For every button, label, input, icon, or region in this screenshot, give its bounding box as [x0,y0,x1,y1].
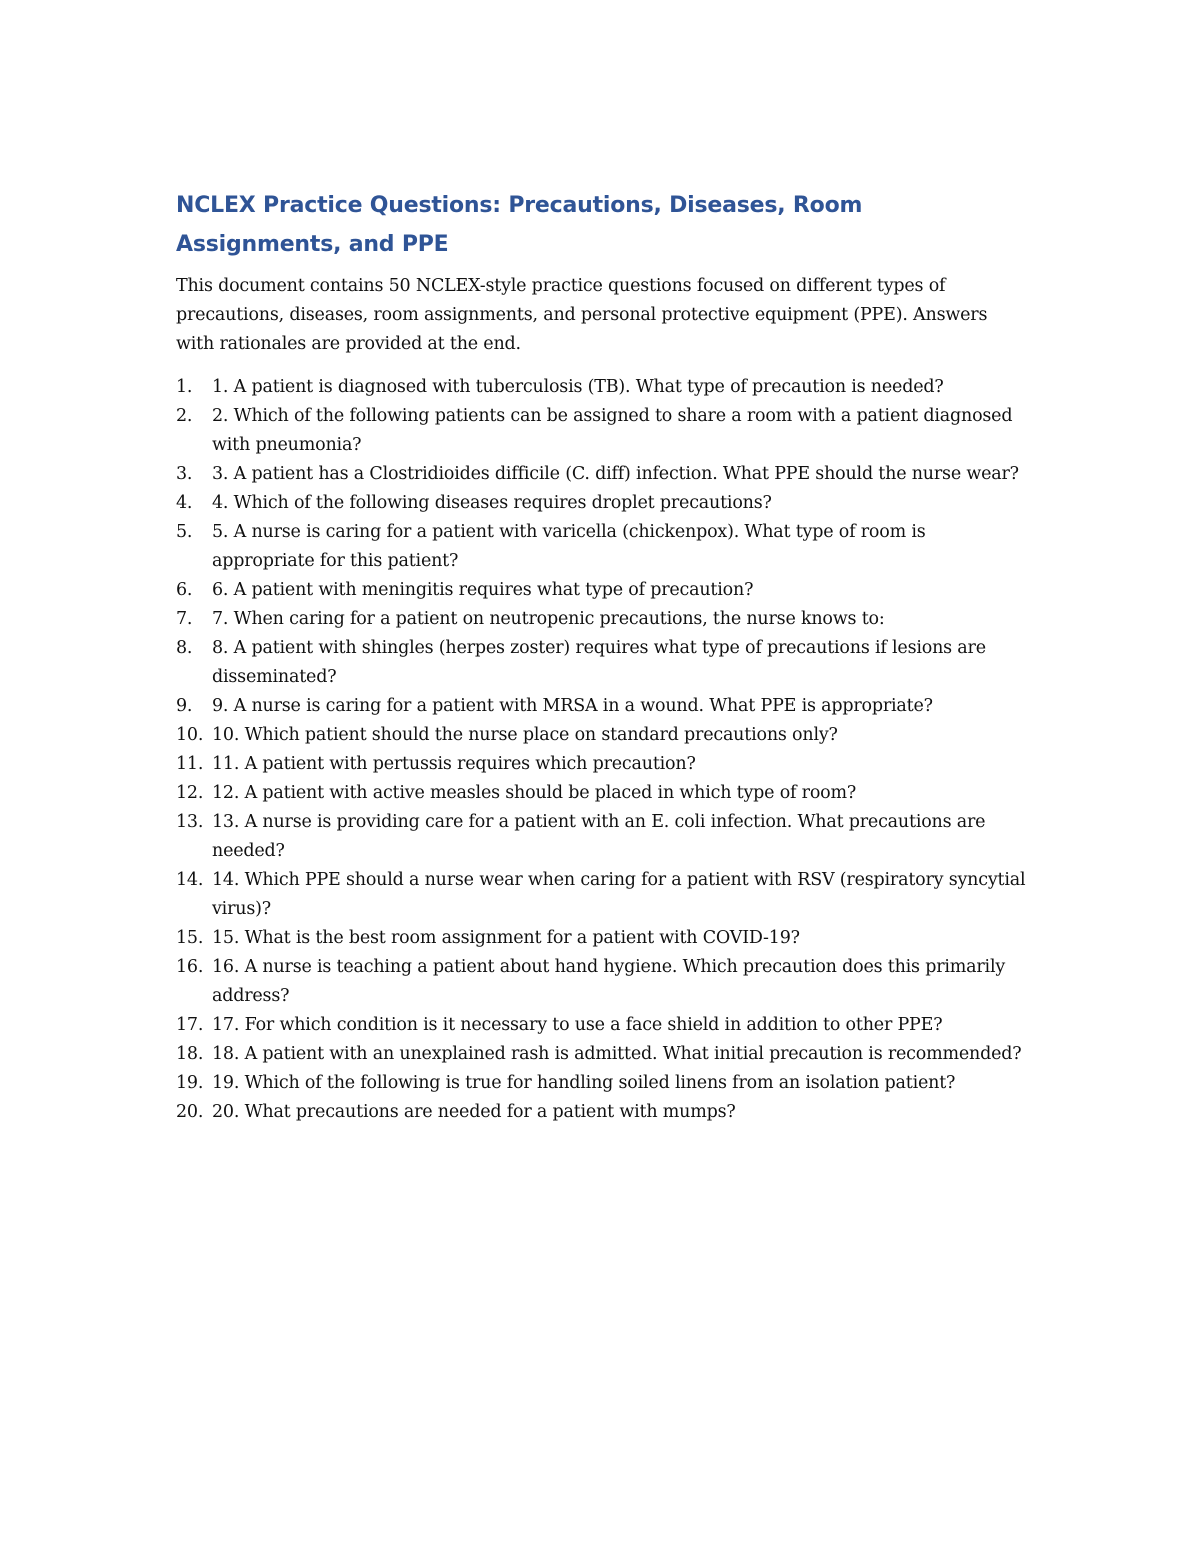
question-text: 3. A patient has a Clostridioides difficile (C. diff) infection. What PPE should the nurse wear? [212,464,1019,484]
question-number: 3. [176,464,193,484]
question-item [176,808,1026,866]
question-number: 8. [176,638,193,658]
question-item [176,373,1026,402]
question-number: 19. [176,1073,204,1093]
question-number: 13. [176,812,204,832]
question-number: 10. [176,725,204,745]
question-number: 7. [176,609,193,629]
question-number: 17. [176,1015,204,1035]
question-item [176,518,1026,576]
question-item [176,779,1026,808]
question-number: 18. [176,1044,204,1064]
question-item [176,1011,1026,1040]
question-number: 9. [176,696,193,716]
question-number: 11. [176,754,204,774]
question-number: 4. [176,493,193,513]
question-text: 2. Which of the following patients can be assigned to share a room with a patient diagnosed with pneumonia? [212,406,1013,455]
document-body [176,186,1026,1127]
question-text: 10. Which patient should the nurse place on standard precautions only? [212,725,838,745]
question-text: 8. A patient with shingles (herpes zoster) requires what type of precautions if lesions are disseminated? [212,638,986,687]
question-item [176,953,1026,1011]
question-item [176,721,1026,750]
question-number: 20. [176,1102,204,1122]
question-item [176,1098,1026,1127]
question-number: 15. [176,928,204,948]
question-item [176,924,1026,953]
question-text: 11. A patient with pertussis requires which precaution? [212,754,696,774]
question-text: 16. A nurse is teaching a patient about hand hygiene. Which precaution does this primarily address? [212,957,1006,1006]
question-item [176,866,1026,924]
question-text: 18. A patient with an unexplained rash is admitted. What initial precaution is recommended? [212,1044,1022,1064]
question-text: 12. A patient with active measles should be placed in which type of room? [212,783,857,803]
question-item [176,692,1026,721]
question-number: 2. [176,406,193,426]
question-number: 1. [176,377,193,397]
question-text: 13. A nurse is providing care for a patient with an E. coli infection. What precautions are needed? [212,812,986,861]
question-item [176,1069,1026,1098]
question-number: 16. [176,957,204,977]
question-text: 20. What precautions are needed for a patient with mumps? [212,1102,736,1122]
question-text: 4. Which of the following diseases requires droplet precautions? [212,493,772,513]
question-text: 17. For which condition is it necessary to use a face shield in addition to other PPE? [212,1015,943,1035]
question-number: 6. [176,580,193,600]
question-item [176,489,1026,518]
question-item [176,402,1026,460]
question-text: 14. Which PPE should a nurse wear when caring for a patient with RSV (respiratory syncytial virus)? [212,870,1026,919]
question-text: 5. A nurse is caring for a patient with varicella (chickenpox). What type of room is appropriate for this patient? [212,522,926,571]
question-item [176,634,1026,692]
question-text: 9. A nurse is caring for a patient with MRSA in a wound. What PPE is appropriate? [212,696,933,716]
question-text: 19. Which of the following is true for handling soiled linens from an isolation patient? [212,1073,956,1093]
question-item [176,1040,1026,1069]
question-item [176,750,1026,779]
intro-paragraph: This document contains 50 NCLEX-style practice questions focused on different types of precautions, diseases, room assignments, and personal protective equipment (PPE). Answers with rationales are provided at the end. [176,276,988,354]
question-number: 12. [176,783,204,803]
question-number: 14. [176,870,204,890]
question-text: 1. A patient is diagnosed with tuberculosis (TB). What type of precaution is needed? [212,377,944,397]
question-text: 6. A patient with meningitis requires what type of precaution? [212,580,754,600]
question-list [176,373,1026,1127]
question-text: 7. When caring for a patient on neutropenic precautions, the nurse knows to: [212,609,885,629]
question-number: 5. [176,522,193,542]
question-item [176,605,1026,634]
question-item [176,460,1026,489]
document-title: NCLEX Practice Questions: Precautions, Diseases, Room Assignments, and PPE [176,193,863,257]
question-text: 15. What is the best room assignment for a patient with COVID-19? [212,928,800,948]
question-item [176,576,1026,605]
